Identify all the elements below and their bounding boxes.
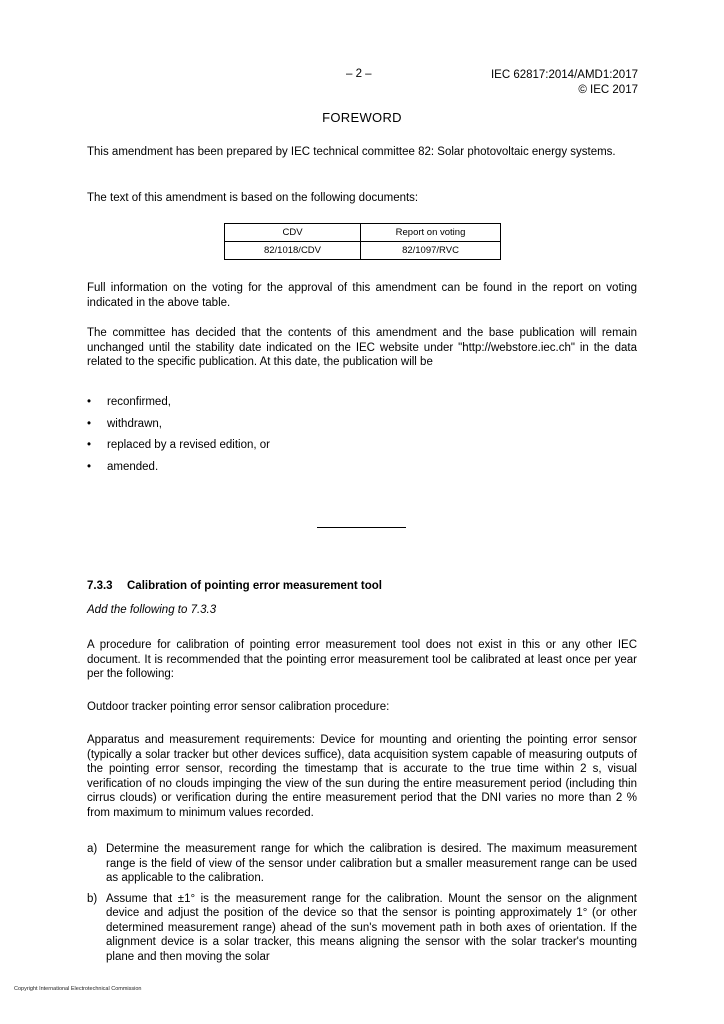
list-item: • amended. [87,460,159,473]
table-header-cdv: CDV [225,224,361,242]
calibration-intro-paragraph: A procedure for calibration of pointing error measurement tool does not exist in this or any other IEC document. It is recommended that the pointing error measurement tool be calibrated at least once per year per the following: [87,639,637,680]
table-cell-cdv: 82/1018/CDV [225,242,361,260]
foreword-title: FOREWORD [322,110,402,125]
table-header-report: Report on voting [361,224,501,242]
bullet-icon: • [87,460,92,473]
page-number: – 2 – [346,68,372,80]
procedure-steps [87,842,637,970]
procedure-step-a [87,842,637,886]
step-label: b) [87,892,98,905]
list-item: • replaced by a revised edition, or [87,439,271,451]
footer-copyright: Copyright International Electrotechnical Commission [14,986,142,992]
table-cell-rvc: 82/1097/RVC [361,242,501,260]
foreword-paragraph-stability: The committee has decided that the contents of this amendment and the base publication will remain unchanged until the stability date indicated on the IEC website under "http://webstore.iec.ch" in the data related to the specific publication. At this date, the publication will be [87,327,637,368]
section-title: Calibration of pointing error measurement tool [127,580,382,592]
table-header-row [225,224,501,242]
document-header [491,68,638,98]
step-text: Assume that ±1° is the measurement range for the calibration. Mount the sensor on the alignment device and adjust the position of the device so that the sensor is pointing approximately 1° (or other determined measurement range) ahead of the sun's movement path in both axes of orientation. If the alignment device is a solar tracker, this means aligning the sensor with the solar tracker's mounting plane and then moving the solar [106,892,637,963]
bullet-icon: • [87,417,92,430]
voting-documents-table [224,223,501,260]
procedure-step-b [87,892,637,965]
section-heading [87,580,382,592]
procedure-heading-paragraph: Outdoor tracker pointing error sensor calibration procedure: [87,701,390,713]
section-number: 7.3.3 [87,580,113,592]
copyright-notice: © IEC 2017 [578,84,638,96]
stability-outcomes-list [87,396,270,482]
apparatus-paragraph: Apparatus and measurement requirements: Device for mounting and orienting the pointing error sensor (typically a solar tracker but other devices suffice), data acquisition system capable of measuring outputs of the pointing error sensor, recording the timestamp that is accurate to the true time within 2 s, visual verification of no clouds impinging the view of the sun during the entire measurement period (including thin cirrus clouds) or verification during the entire measurement period that the DNI varies no more than 2 % from maximum to minimum values recorded. [87,734,637,819]
section-divider [317,527,406,528]
step-label: a) [87,843,98,855]
document-id: IEC 62817:2014/AMD1:2017 [490,69,638,81]
list-item: • reconfirmed, [87,396,171,408]
foreword-paragraph-documents: The text of this amendment is based on the following documents: [87,192,419,204]
foreword-paragraph-committee: This amendment has been prepared by IEC technical committee 82: Solar photovoltaic energy systems. [87,146,616,158]
table-row [225,242,501,260]
list-item: • withdrawn, [87,417,162,430]
bullet-icon: • [87,439,92,451]
bullet-icon: • [87,396,92,408]
foreword-paragraph-voting: Full information on the voting for the approval of this amendment can be found in the report on voting indicated in the above table. [87,282,637,309]
step-text: Determine the measurement range for which the calibration is desired. The maximum measurement range is the field of view of the sensor under calibration but a smaller measurement range can be used as applicable to the calibration. [106,843,637,884]
amendment-instruction: Add the following to 7.3.3 [87,604,217,616]
